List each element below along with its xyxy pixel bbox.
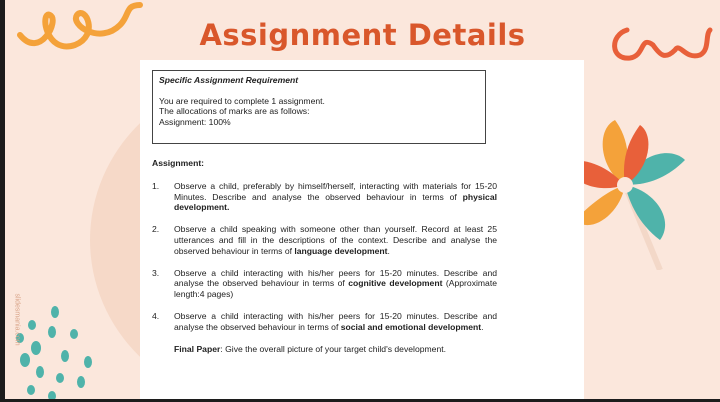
final-text: : Give the overall picture of your target child's development. [220, 343, 446, 354]
slide [5, 0, 720, 399]
requirement-heading: Specific Assignment Requirement [159, 75, 299, 85]
item-number: 4. [152, 310, 160, 321]
item-number: 2. [152, 224, 160, 235]
item-after: . [481, 321, 484, 332]
final-label: Final Paper [174, 343, 221, 354]
requirement-line: Assignment: 100% [159, 116, 231, 127]
item-bold: language development [294, 245, 388, 256]
item-text: Observe a child speaking with someone other than yourself. Record at least 25 utterances and fill in the descriptions of the context. Describe and analyse the observed behaviour in terms of [174, 224, 497, 256]
requirement-line: You are required to complete 1 assignment. [159, 95, 325, 106]
list-item [152, 311, 497, 333]
watermark: slidesmania.com [13, 293, 21, 346]
requirement-line: The allocations of marks are as follows: [159, 106, 310, 116]
item-after: . [387, 245, 390, 256]
list-item [152, 224, 497, 256]
requirement-box [152, 70, 486, 144]
list-item [152, 268, 497, 300]
assignment-heading: Assignment: [152, 158, 205, 168]
item-bold: cognitive development [348, 278, 443, 289]
item-number: 3. [152, 267, 160, 278]
item-text: Observe a child interacting with his/her peers for 15-20 minutes. Describe and analyse the observed behaviour in terms of [174, 310, 497, 332]
document-page [140, 60, 584, 399]
item-bold: physical development. [174, 191, 497, 213]
list-item [152, 181, 497, 213]
item-bold: social and emotional development [340, 321, 482, 332]
item-text: Observe a child interacting with his/her peers for 15-20 minutes. Describe and analyse the observed behaviour in terms of [174, 267, 497, 289]
assignment-section [152, 158, 497, 354]
final-paper [174, 344, 497, 355]
teal-dots-icon [10, 290, 100, 399]
item-after: (Approximate length:4 pages) [174, 278, 498, 300]
page-title: Assignment Details [199, 18, 526, 52]
item-text: Observe a child, preferably by himself/herself, interacting with materials for 15-20 Minutes. Describe and analyse the observed behaviour in terms of [174, 180, 497, 202]
item-number: 1. [152, 180, 160, 191]
